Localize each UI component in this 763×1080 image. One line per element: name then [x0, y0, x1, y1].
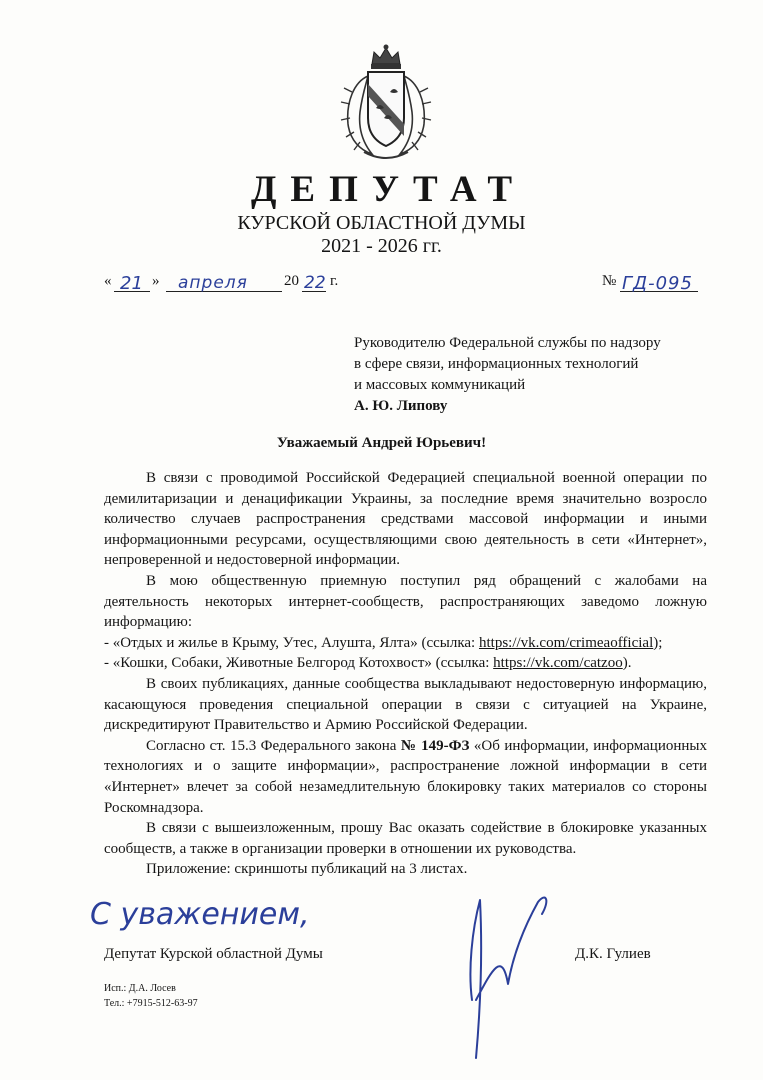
list-item-end: ).	[622, 655, 632, 672]
number-label: №	[602, 273, 617, 289]
addressee-block	[354, 333, 661, 417]
addressee-line: и массовых коммуникаций	[354, 377, 526, 393]
date-month: апреля	[178, 273, 248, 293]
signature-image	[442, 880, 572, 1070]
addressee-line: Руководителю Федеральной службы по надзору	[354, 335, 661, 351]
date-open-quote: «	[104, 273, 112, 289]
date-close-quote: »	[152, 273, 160, 289]
handwritten-regards-text: С уважением,	[90, 897, 310, 932]
law-number: № 149-ФЗ	[400, 737, 470, 754]
law-text-start: Согласно ст. 15.3 Федерального закона	[146, 737, 401, 754]
date-year: 22	[304, 273, 326, 293]
document-number: ГД-095	[622, 273, 693, 294]
list-item-text: - «Отдых и жилье в Крыму, Утес, Алушта, Ялта» (ссылка:	[104, 634, 479, 651]
term-years: 2021 - 2026 гг.	[321, 235, 442, 257]
letter-body	[104, 468, 707, 880]
body-paragraph	[104, 736, 707, 818]
date-day: 21	[120, 273, 143, 294]
list-item-end: );	[653, 634, 663, 651]
body-paragraph: В мою общественную приемную поступил ряд обращений с жалобами на деятельность некоторых интернет-сообществ, распространяющих заведомо ложную информацию:	[104, 572, 707, 631]
list-item	[104, 653, 707, 674]
year-unit: г.	[330, 273, 339, 289]
link-crimeaofficial[interactable]: https://vk.com/crimeaofficial	[478, 634, 654, 651]
coat-of-arms-emblem	[338, 42, 434, 166]
law-text-end: «Об информации, информационных технологиях и о защите информации», распространение ложной информации в сети «Интернет» влечет за собой незамедлительную блокировку таких материалов со стороны Роскомнадзора.	[104, 737, 707, 816]
attachment-note: Приложение: скриншоты публикаций на 3 листах.	[146, 861, 468, 878]
salutation: Уважаемый Андрей Юрьевич!	[276, 435, 487, 451]
date-number-line	[104, 273, 693, 294]
body-paragraph: В связи с вышеизложенным, прошу Вас оказать содействие в блокировке указанных сообществ, а также в организации проверки в отношении их руководства.	[104, 820, 707, 857]
body-paragraph: В своих публикациях, данные сообщества выкладывают недостоверную информацию, касающуюся проведения специальной операции в связи с ситуацией на Украине, дискредитируют Правительство и Армию Российской Федерации.	[104, 675, 707, 734]
executor-phone: Тел.: +7915-512-63-97	[104, 998, 198, 1009]
addressee-name: А. Ю. Липову	[354, 398, 448, 414]
year-prefix: 20	[284, 273, 299, 289]
executor-info	[104, 981, 198, 1011]
sender-subtitle: КУРСКОЙ ОБЛАСТНОЙ ДУМЫ	[237, 212, 526, 234]
list-item-text: - «Кошки, Собаки, Животные Белгород Котохвост» (ссылка:	[104, 655, 494, 672]
body-paragraph: В связи с проводимой Российской Федерацией специальной военной операции по демилитаризации и денацификации Украины, за последние время значительно возросло количество случаев распространения средствами массовой информации и иными информационными ресурсами, осуществляющими свою деятельность в сети «Интернет», непроверенной и недостоверной информации.	[104, 470, 707, 569]
list-item	[104, 633, 707, 654]
signer-title: Депутат Курской областной Думы	[104, 946, 323, 962]
addressee-line: в сфере связи, информационных технологий	[354, 356, 639, 372]
handwritten-regards	[88, 890, 328, 936]
link-catzoo[interactable]: https://vk.com/catzoo	[493, 655, 623, 672]
executor-name: Исп.: Д.А. Лосев	[104, 983, 176, 994]
signer-name: Д.К. Гулиев	[575, 946, 651, 962]
sender-title: ДЕПУТАТ	[250, 169, 527, 210]
